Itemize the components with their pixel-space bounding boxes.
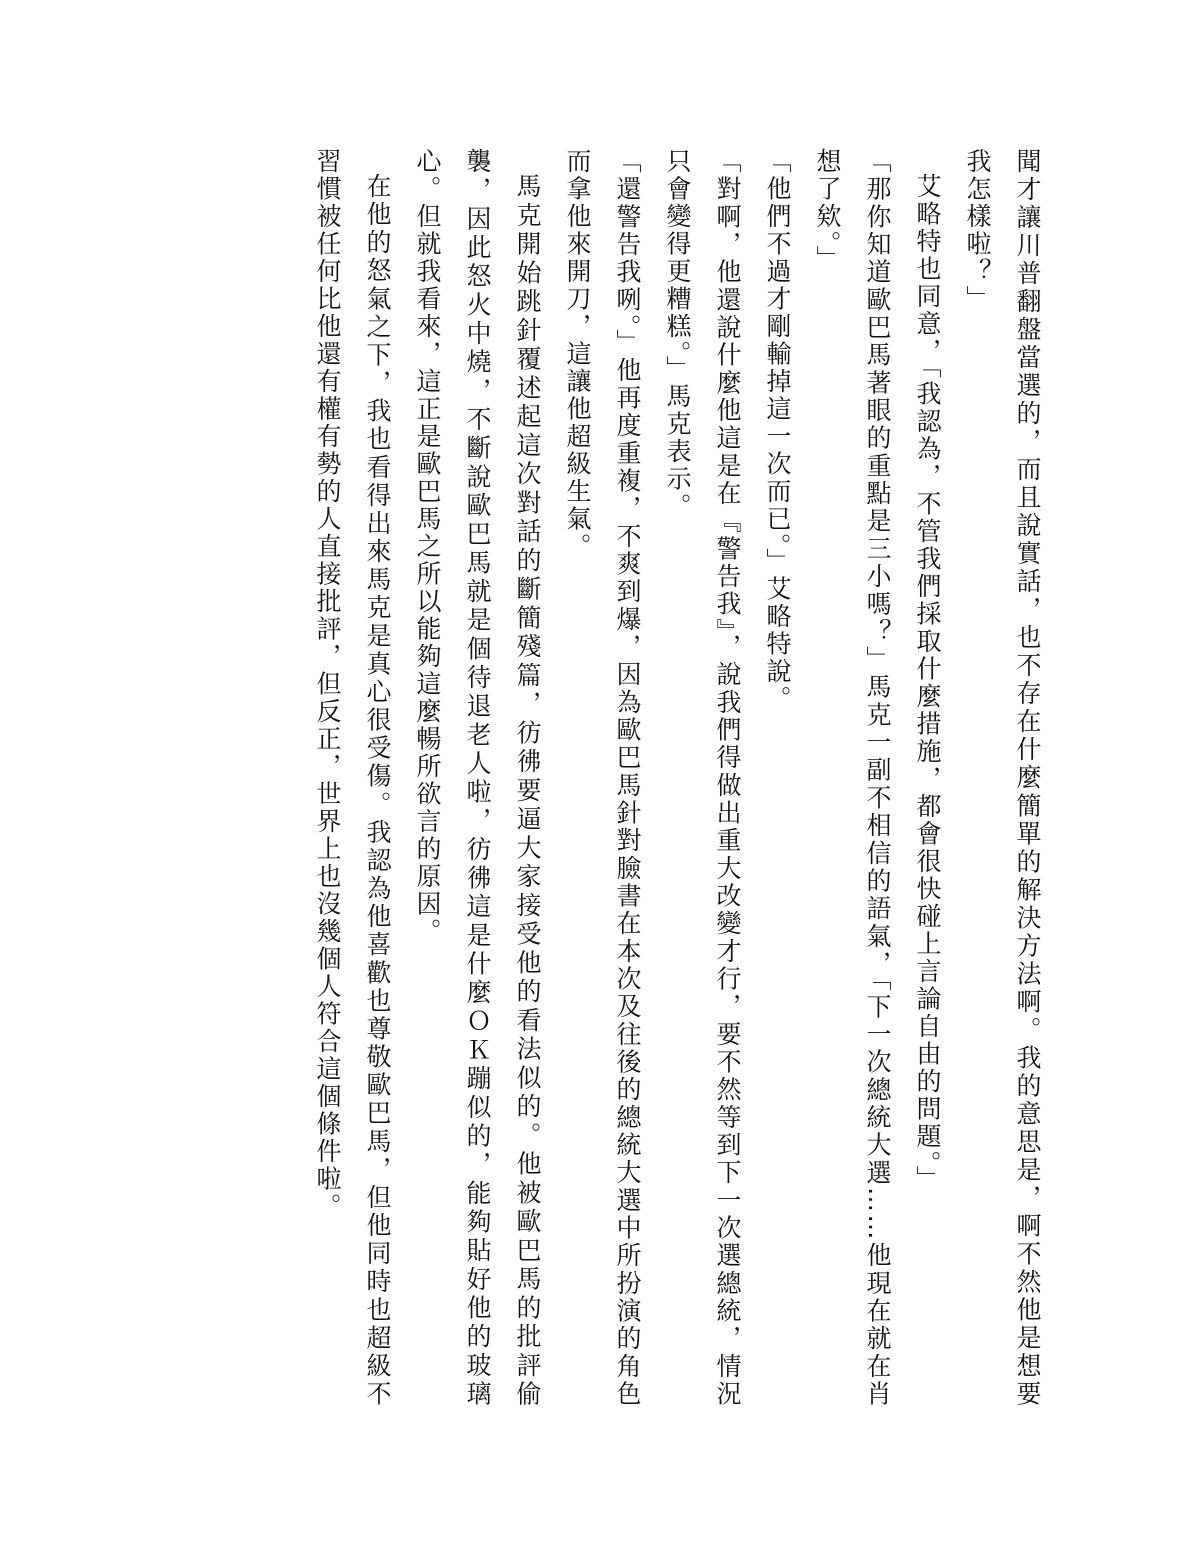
paragraph-7: 馬克開始跳針覆述起這次對話的斷簡殘篇，彷彿要逼大家接受他的看法似的。他被歐巴馬的批評偷襲，因此怒火中燒，不斷說歐巴馬就是個待退老人啦，彷彿這是什麼ＯＫ蹦似的，能夠貼好他的玻璃心。但就我看來，這正是歐巴馬之所以能夠這麼暢所欲言的原因。 <box>413 148 542 1408</box>
paragraph-4: 「他們不過才剛輸掉這一次而已。」艾略特說。 <box>763 148 792 713</box>
paragraph-8: 在他的怒氣之下，我也看得出來馬克是真心很受傷。我認為他喜歡也尊敬歐巴馬，但他同時也超級不習慣被任何比他還有權有勢的人直接批評，但反正，世界上也沒幾個人符合這個條件啦。 <box>313 148 392 1408</box>
paragraph-1: 聞才讓川普翻盤當選的，而且說實話，也不存在什麼簡單的解決方法啊。我的意思是，啊不然他是想要我怎樣啦？」 <box>963 148 1042 1408</box>
vertical-text-block <box>152 148 1052 1408</box>
paragraph-2: 艾略特也同意，「我認為，不管我們採取什麼措施，都會很快碰上言論自由的問題。」 <box>913 173 942 1193</box>
paragraph-5: 「對啊，他還說什麼他這是在『警告我』，說我們得做出重大改變才行，要不然等到下一次選總統，情況只會變得更糟糕。」馬克表示。 <box>663 148 742 1408</box>
paragraph-6: 「還警告我咧。」他再度重複，不爽到爆，因為歐巴馬針對臉書在本次及往後的總統大選中所扮演的角色而拿他來開刀，這讓他超級生氣。 <box>563 148 642 1408</box>
paragraph-3: 「那你知道歐巴馬著眼的重點是三小嗎？」馬克一副不相信的語氣，「下一次總統大選……他現在就在肖想了欸。」 <box>813 148 892 1408</box>
